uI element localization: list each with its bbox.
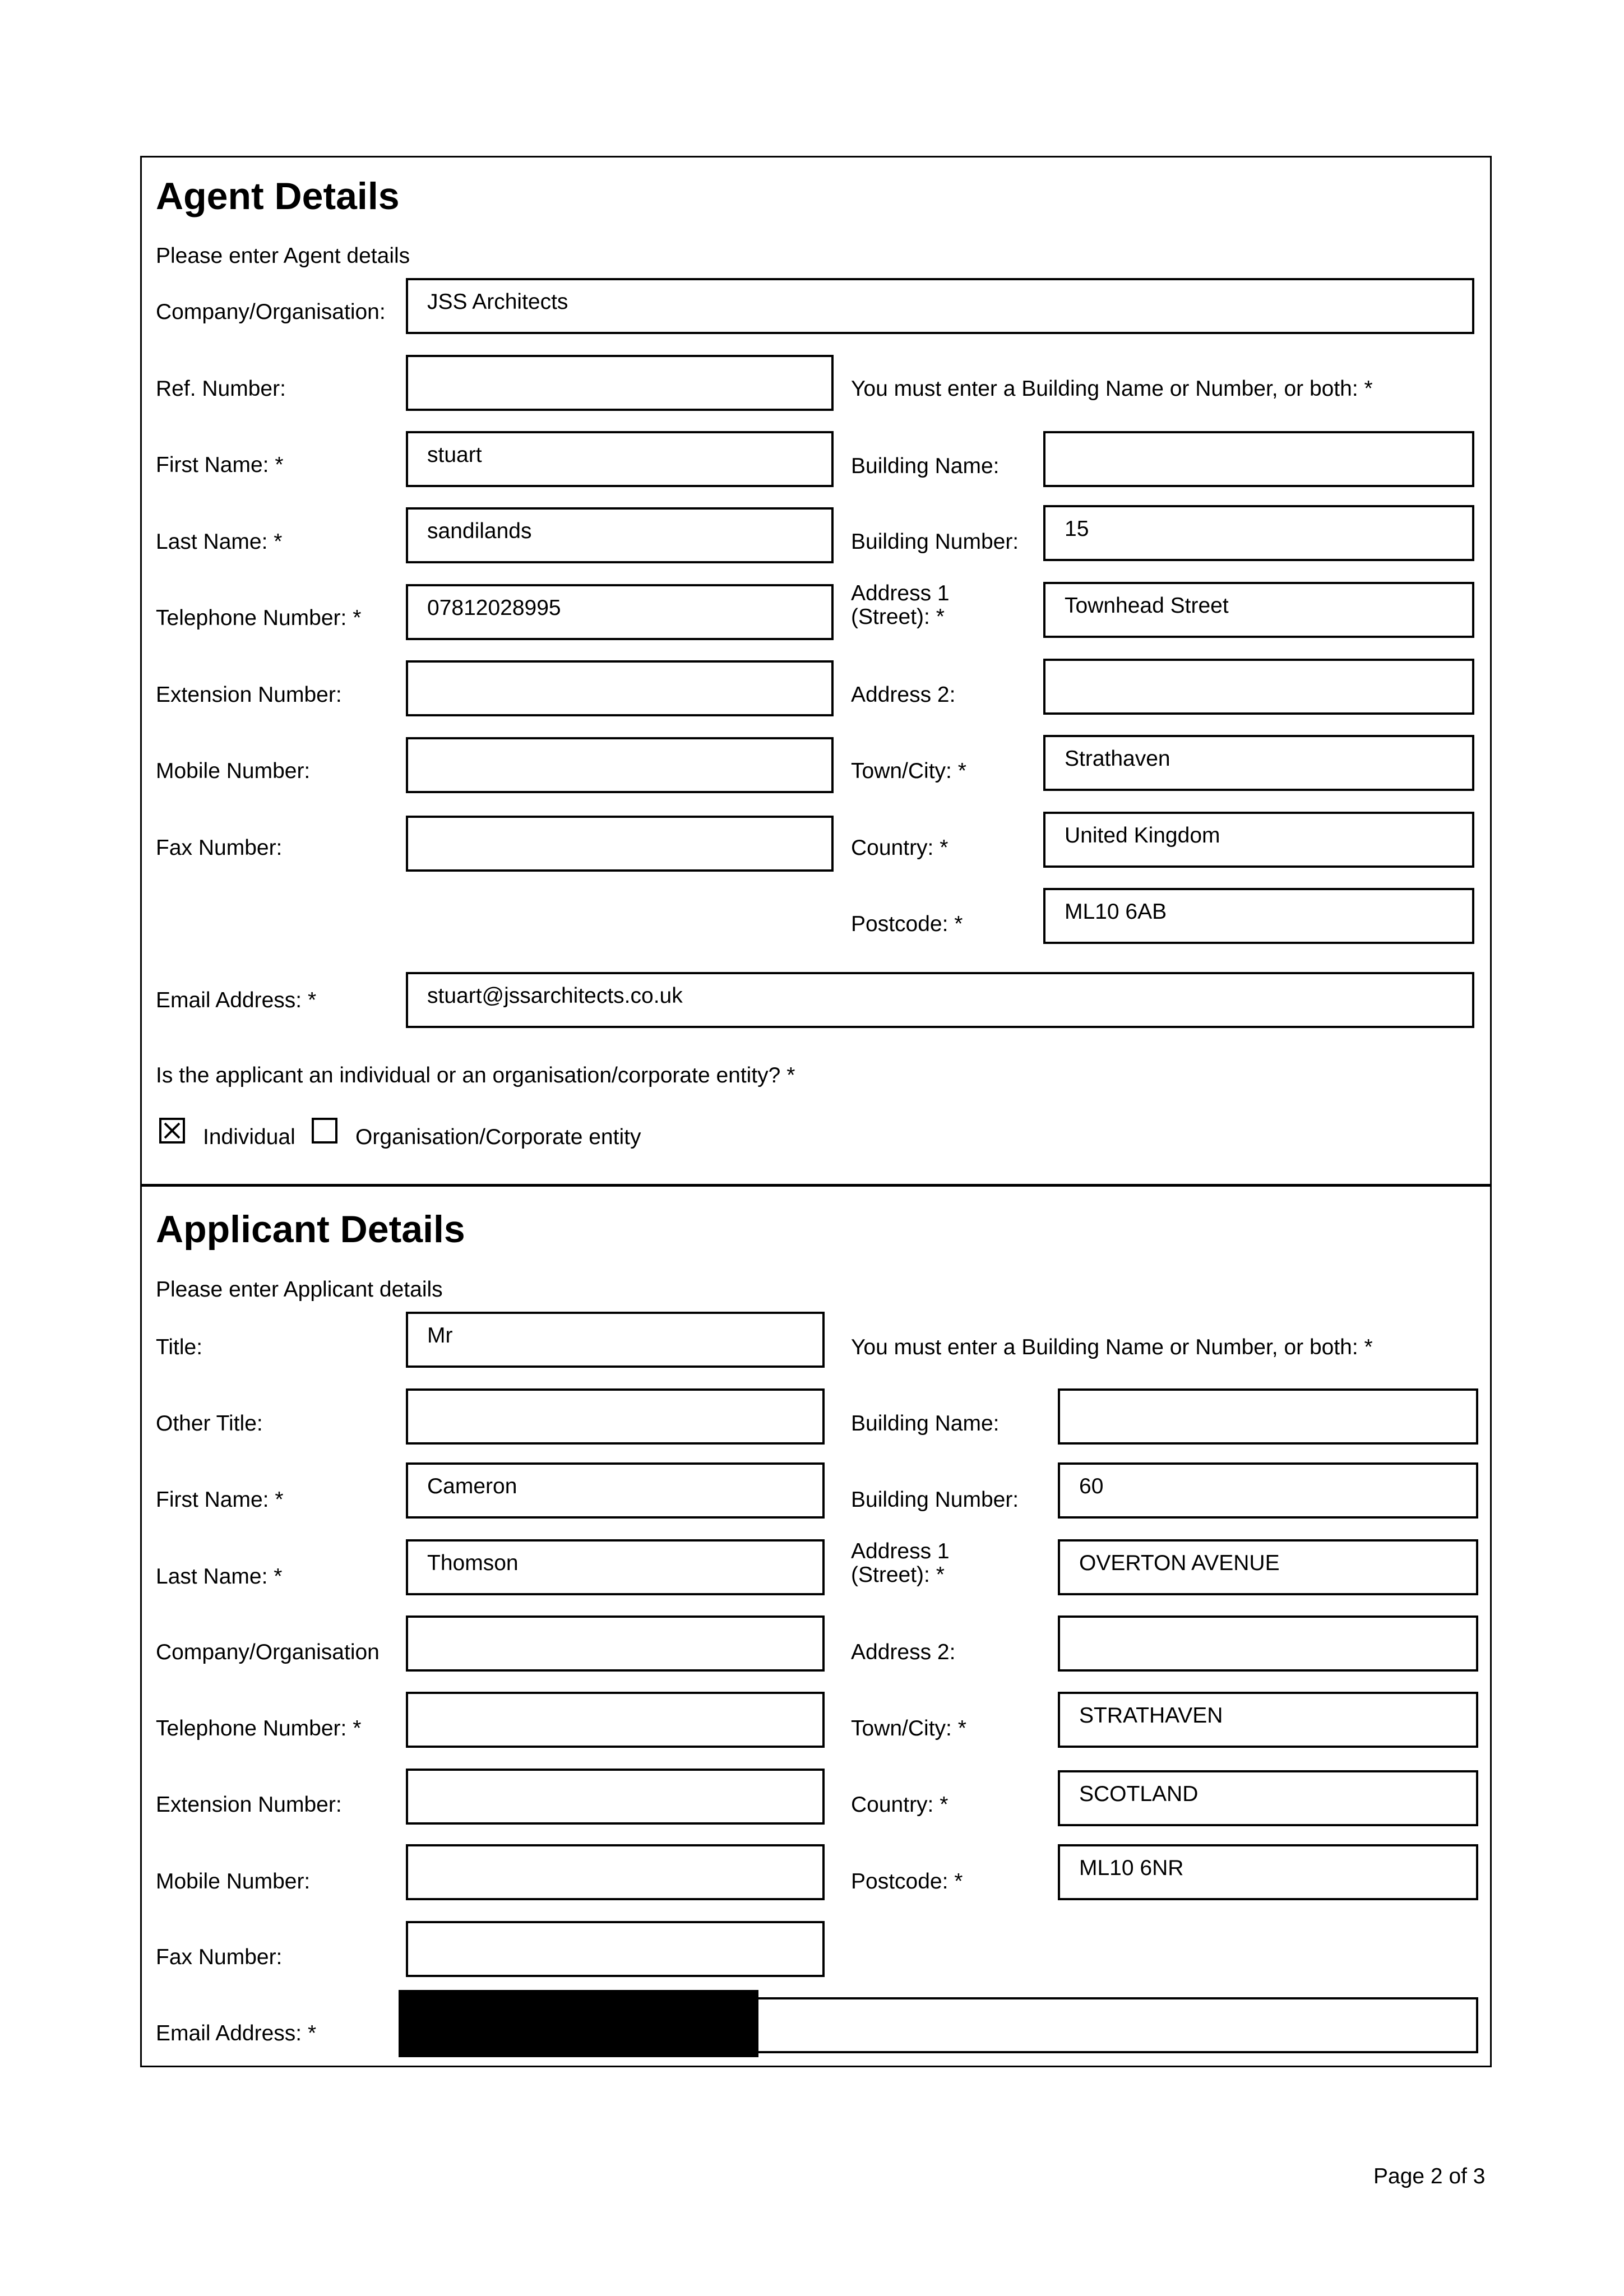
agent-extension-label: Extension Number:	[156, 683, 342, 707]
agent-address1-label-line1: Address 1	[851, 581, 950, 605]
applicant-building-number-field[interactable]	[1058, 1462, 1478, 1519]
applicant-postcode-label: Postcode: *	[851, 1869, 963, 1894]
applicant-other-title-label: Other Title:	[156, 1411, 263, 1436]
agent-address2-label: Address 2:	[851, 683, 956, 707]
agent-last-name-value: sandilands	[427, 519, 532, 543]
agent-company-value: JSS Architects	[427, 290, 568, 314]
agent-building-number-field[interactable]	[1043, 505, 1474, 561]
applicant-fax-field[interactable]	[406, 1921, 825, 1977]
agent-postcode-field[interactable]	[1043, 888, 1474, 944]
applicant-address1-field[interactable]	[1058, 1539, 1478, 1595]
applicant-postcode-value: ML10 6NR	[1079, 1856, 1184, 1880]
applicant-telephone-field[interactable]	[406, 1692, 825, 1748]
agent-email-label: Email Address: *	[156, 988, 317, 1012]
agent-last-name-label: Last Name: *	[156, 530, 283, 554]
agent-mobile-label: Mobile Number:	[156, 759, 311, 783]
individual-checkbox[interactable]	[159, 1118, 185, 1144]
applicant-country-field[interactable]	[1058, 1770, 1478, 1826]
agent-country-field[interactable]	[1043, 812, 1474, 868]
agent-building-name-field[interactable]	[1043, 431, 1474, 487]
agent-extension-field[interactable]	[406, 660, 834, 716]
applicant-building-name-label: Building Name:	[851, 1411, 1000, 1436]
applicant-address1-label-line1: Address 1	[851, 1539, 950, 1563]
applicant-heading: Applicant Details	[156, 1208, 465, 1251]
applicant-other-title-field[interactable]	[406, 1388, 825, 1445]
applicant-telephone-label: Telephone Number: *	[156, 1716, 362, 1740]
agent-fax-field[interactable]	[406, 816, 834, 872]
agent-last-name-field[interactable]	[406, 507, 834, 563]
applicant-extension-field[interactable]	[406, 1769, 825, 1825]
agent-building-number-label: Building Number:	[851, 530, 1019, 554]
applicant-intro: Please enter Applicant details	[156, 1277, 443, 1302]
applicant-first-name-value: Cameron	[427, 1474, 517, 1498]
agent-address1-value: Townhead Street	[1065, 594, 1229, 618]
applicant-address1-value: OVERTON AVENUE	[1079, 1551, 1280, 1575]
applicant-building-note: You must enter a Building Name or Number, or both: *	[851, 1335, 1373, 1359]
page-number: Page 2 of 3	[1373, 2164, 1486, 2188]
agent-country-label: Country: *	[851, 836, 949, 860]
agent-email-value: stuart@jssarchitects.co.uk	[427, 984, 683, 1008]
agent-country-value: United Kingdom	[1065, 823, 1220, 848]
applicant-email-field[interactable]	[729, 1997, 1478, 2053]
applicant-extension-label: Extension Number:	[156, 1793, 342, 1817]
checkbox-cross-icon	[161, 1120, 183, 1141]
agent-building-number-value: 15	[1065, 517, 1089, 541]
agent-company-field[interactable]	[406, 278, 1474, 334]
applicant-company-field[interactable]	[406, 1615, 825, 1672]
agent-telephone-label: Telephone Number: *	[156, 606, 362, 630]
agent-first-name-value: stuart	[427, 443, 482, 467]
redaction-block	[399, 1990, 758, 2057]
applicant-town-field[interactable]	[1058, 1692, 1478, 1748]
individual-option-label: Individual	[203, 1125, 295, 1149]
applicant-title-field[interactable]	[406, 1312, 825, 1368]
agent-postcode-value: ML10 6AB	[1065, 900, 1167, 924]
applicant-mobile-label: Mobile Number:	[156, 1869, 311, 1894]
applicant-first-name-label: First Name: *	[156, 1488, 284, 1512]
agent-ref-field[interactable]	[406, 355, 834, 411]
applicant-last-name-field[interactable]	[406, 1539, 825, 1595]
applicant-first-name-field[interactable]	[406, 1462, 825, 1519]
agent-fax-label: Fax Number:	[156, 836, 283, 860]
agent-email-field[interactable]	[406, 972, 1474, 1028]
agent-ref-label: Ref. Number:	[156, 377, 286, 401]
agent-first-name-label: First Name: *	[156, 453, 284, 477]
applicant-postcode-field[interactable]	[1058, 1844, 1478, 1900]
applicant-address2-field[interactable]	[1058, 1615, 1478, 1672]
applicant-town-label: Town/City: *	[851, 1716, 966, 1740]
applicant-town-value: STRATHAVEN	[1079, 1704, 1223, 1728]
applicant-company-label: Company/Organisation	[156, 1640, 380, 1664]
agent-address1-field[interactable]	[1043, 582, 1474, 638]
agent-postcode-label: Postcode: *	[851, 912, 963, 936]
agent-company-label: Company/Organisation:	[156, 300, 386, 324]
agent-building-note: You must enter a Building Name or Number, or both: *	[851, 377, 1373, 401]
agent-mobile-field[interactable]	[406, 737, 834, 793]
agent-town-label: Town/City: *	[851, 759, 966, 783]
organisation-checkbox[interactable]	[312, 1118, 337, 1144]
applicant-country-value: SCOTLAND	[1079, 1782, 1199, 1806]
applicant-email-label: Email Address: *	[156, 2021, 317, 2045]
agent-entity-question: Is the applicant an individual or an organisation/corporate entity? *	[156, 1063, 795, 1087]
agent-telephone-field[interactable]	[406, 584, 834, 640]
applicant-country-label: Country: *	[851, 1793, 949, 1817]
agent-telephone-value: 07812028995	[427, 596, 561, 620]
agent-town-value: Strathaven	[1065, 747, 1170, 771]
applicant-mobile-field[interactable]	[406, 1844, 825, 1900]
applicant-address1-label-line2: (Street): *	[851, 1563, 945, 1587]
applicant-title-value: Mr	[427, 1323, 453, 1348]
applicant-address2-label: Address 2:	[851, 1640, 956, 1664]
agent-address1-label-line2: (Street): *	[851, 605, 945, 629]
applicant-building-number-value: 60	[1079, 1474, 1104, 1498]
agent-building-name-label: Building Name:	[851, 454, 1000, 478]
agent-town-field[interactable]	[1043, 735, 1474, 791]
applicant-last-name-value: Thomson	[427, 1551, 519, 1575]
organisation-option-label: Organisation/Corporate entity	[355, 1125, 641, 1149]
applicant-building-name-field[interactable]	[1058, 1388, 1478, 1445]
applicant-building-number-label: Building Number:	[851, 1488, 1019, 1512]
agent-first-name-field[interactable]	[406, 431, 834, 487]
applicant-title-label: Title:	[156, 1335, 203, 1359]
section-divider	[140, 1184, 1492, 1187]
applicant-fax-label: Fax Number:	[156, 1945, 283, 1969]
agent-intro: Please enter Agent details	[156, 244, 410, 268]
agent-address2-field[interactable]	[1043, 659, 1474, 715]
agent-heading: Agent Details	[156, 175, 400, 217]
applicant-last-name-label: Last Name: *	[156, 1564, 283, 1589]
